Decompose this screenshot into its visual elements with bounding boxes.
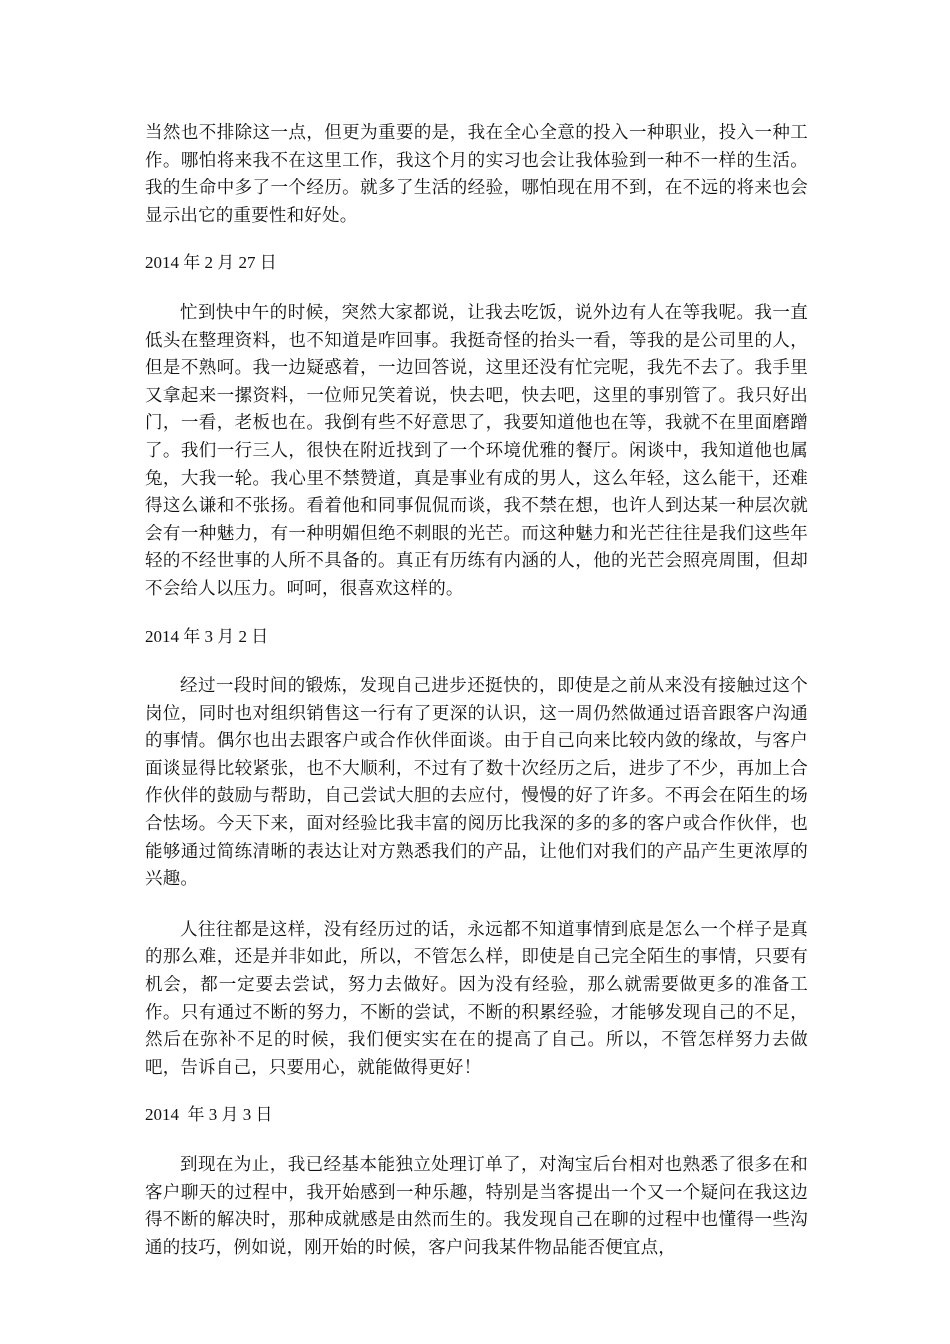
document-page	[145, 120, 808, 1262]
date-heading-mar-2: 2014 年 3 月 2 日	[145, 626, 269, 646]
spacer	[145, 650, 808, 673]
spacer	[145, 1082, 808, 1101]
paragraph-intro: 当然也不排除这一点，但更为重要的是，我在全心全意的投入一种职业，投入一种工作。哪怕将来我不在这里工作，我这个月的实习也会让我体验到一种不一样的生活。我的生命中多了一个经历。就多了生活的经验，哪怕现在用不到，在不远的将来也会显示出它的重要性和好处。	[145, 123, 808, 226]
spacer	[145, 230, 808, 249]
date-heading-mar-3: 2014 年 3 月 3 日	[145, 1105, 273, 1125]
paragraph-lunch: 忙到快中午的时候，突然大家都说，让我去吃饭，说外边有人在等我呢。我一直低头在整理资料，也不知道是咋回事。我挺奇怪的抬头一看，等我的是公司里的人，但是不熟呵。我一边疑惑着，一边回答说，这里还没有忙完呢，我先不去了。我手里又拿起来一摞资料，一位师兄笑着说，快去吧，快去吧，这里的事别管了。我只好出门，一看，老板也在。我倒有些不好意思了，我要知道他也在等，我就不在里面磨蹭了。我们一行三人，很快在附近找到了一个环境优雅的餐厅。闲谈中，我知道他也属兔，大我一轮。我心里不禁赞道，真是事业有成的男人，这么年轻，这么能干，还难得这么谦和不张扬。看着他和同事侃侃而谈，我不禁在想，也许人到达某一种层次就会有一种魅力，有一种明媚但绝不刺眼的光芒。而这种魅力和光芒往往是我们这些年轻的不经世事的人所不具备的。真正有历练有内涵的人，他的光芒会照亮周围，但却不会给人以压力。呵呵，很喜欢这样的。	[145, 302, 808, 599]
paragraph-reflection: 人往往都是这样，没有经历过的话，永远都不知道事情到底是怎么一个样子是真的那么难，还是并非如此，所以，不管怎么样，即使是自己完全陌生的事情，只要有机会，都一定要去尝试，努力去做好。因为没有经验，那么就需要做更多的准备工作。只有通过不断的努力，不断的尝试，不断的积累经验，才能够发现自己的不足，然后在弥补不足的时候，我们便实实在在的提高了自己。所以，不管怎样努力去做吧，告诉自己，只要用心，就能做得更好！	[145, 919, 808, 1078]
paragraph-orders: 到现在为止，我已经基本能独立处理订单了，对淘宝后台相对也熟悉了很多在和客户聊天的过程中，我开始感到一种乐趣，特别是当客提出一个又一个疑问在我这边得不断的解决时，那种成就感是由然而生的。我发现自己在聊的过程中也懂得一些沟通的技巧，例如说，刚开始的时候，客户问我某件物品能否便宜点，	[145, 1155, 808, 1258]
spacer	[145, 1129, 808, 1152]
spacer	[145, 277, 808, 300]
spacer	[145, 894, 808, 917]
paragraph-training: 经过一段时间的锻炼，发现自己进步还挺快的，即使是之前从来没有接触过这个岗位，同时也对组织销售这一行有了更深的认识，这一周仍然做通过语音跟客户沟通的事情。偶尔也出去跟客户或合作伙伴面谈。由于自己向来比较内敛的缘故，与客户面谈显得比较紧张，也不大顺利，不过有了数十次经历之后，进步了不少，再加上合作伙伴的鼓励与帮助，自己尝试大胆的去应付，慢慢的好了许多。不再会在陌生的场合怯场。今天下来，面对经验比我丰富的阅历比我深的多的多的客户或合作伙伴，也能够通过简练清晰的表达让对方熟悉我们的产品，让他们对我们的产品产生更浓厚的兴趣。	[145, 676, 808, 890]
date-heading-feb-27: 2014 年 2 月 27 日	[145, 253, 277, 273]
spacer	[145, 604, 808, 623]
